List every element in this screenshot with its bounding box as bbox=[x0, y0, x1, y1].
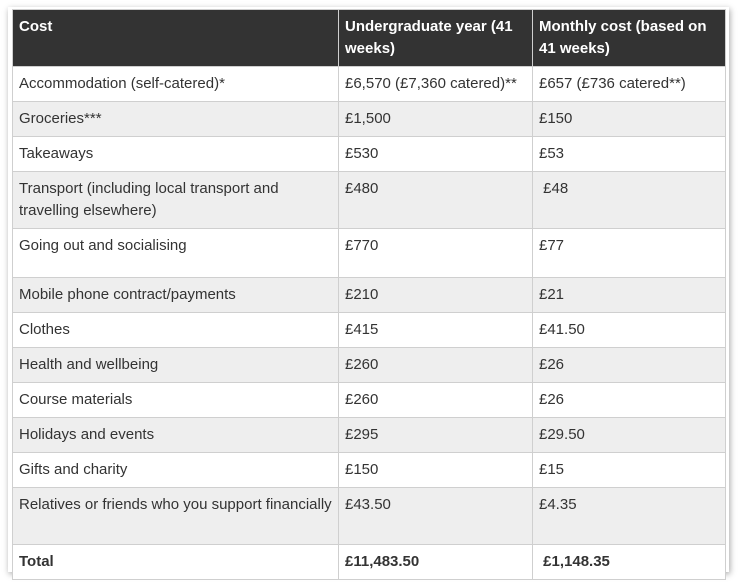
cell-month: £53 bbox=[533, 137, 726, 172]
cell-month: £150 bbox=[533, 102, 726, 137]
table-row bbox=[13, 418, 726, 453]
table-total-row bbox=[13, 545, 726, 580]
header-monthly-cost: Monthly cost (based on 41 weeks) bbox=[533, 10, 726, 67]
cost-table-frame bbox=[8, 7, 729, 572]
cell-cost: Relatives or friends who you support financially bbox=[13, 488, 339, 545]
table-row bbox=[13, 229, 726, 278]
cell-month: £21 bbox=[533, 278, 726, 313]
cell-year: £415 bbox=[339, 313, 533, 348]
total-label: Total bbox=[13, 545, 339, 580]
cell-month: £77 bbox=[533, 229, 726, 278]
living-costs-table bbox=[12, 9, 726, 580]
cell-cost: Accommodation (self-catered)* bbox=[13, 67, 339, 102]
cell-year: £6,570 (£7,360 catered)** bbox=[339, 67, 533, 102]
cell-year: £1,500 bbox=[339, 102, 533, 137]
total-year: £11,483.50 bbox=[339, 545, 533, 580]
cell-year: £260 bbox=[339, 383, 533, 418]
table-header-row bbox=[13, 10, 726, 67]
table-row bbox=[13, 383, 726, 418]
cell-month: £48 bbox=[533, 172, 726, 229]
cell-cost: Going out and socialising bbox=[13, 229, 339, 278]
header-undergraduate-year: Undergraduate year (41 weeks) bbox=[339, 10, 533, 67]
cell-year: £260 bbox=[339, 348, 533, 383]
cell-year: £150 bbox=[339, 453, 533, 488]
cell-cost: Takeaways bbox=[13, 137, 339, 172]
cell-year: £530 bbox=[339, 137, 533, 172]
table-row bbox=[13, 278, 726, 313]
cell-month: £41.50 bbox=[533, 313, 726, 348]
table-row bbox=[13, 453, 726, 488]
table-row bbox=[13, 137, 726, 172]
cell-month: £26 bbox=[533, 383, 726, 418]
cell-month: £657 (£736 catered**) bbox=[533, 67, 726, 102]
cell-year: £210 bbox=[339, 278, 533, 313]
cell-cost: Clothes bbox=[13, 313, 339, 348]
header-cost: Cost bbox=[13, 10, 339, 67]
cell-cost: Health and wellbeing bbox=[13, 348, 339, 383]
table-row bbox=[13, 488, 726, 545]
cell-year: £480 bbox=[339, 172, 533, 229]
cell-month: £26 bbox=[533, 348, 726, 383]
cell-cost: Course materials bbox=[13, 383, 339, 418]
cell-cost: Holidays and events bbox=[13, 418, 339, 453]
cell-month: £15 bbox=[533, 453, 726, 488]
cell-cost: Transport (including local transport and travelling elsewhere) bbox=[13, 172, 339, 229]
cell-cost: Mobile phone contract/payments bbox=[13, 278, 339, 313]
total-month: £1,148.35 bbox=[533, 545, 726, 580]
cell-month: £29.50 bbox=[533, 418, 726, 453]
table-row bbox=[13, 67, 726, 102]
cell-year: £43.50 bbox=[339, 488, 533, 545]
cell-year: £770 bbox=[339, 229, 533, 278]
cell-year: £295 bbox=[339, 418, 533, 453]
table-row bbox=[13, 102, 726, 137]
table-row bbox=[13, 313, 726, 348]
table-row bbox=[13, 172, 726, 229]
table-row bbox=[13, 348, 726, 383]
cell-cost: Groceries*** bbox=[13, 102, 339, 137]
cell-cost: Gifts and charity bbox=[13, 453, 339, 488]
cell-month: £4.35 bbox=[533, 488, 726, 545]
